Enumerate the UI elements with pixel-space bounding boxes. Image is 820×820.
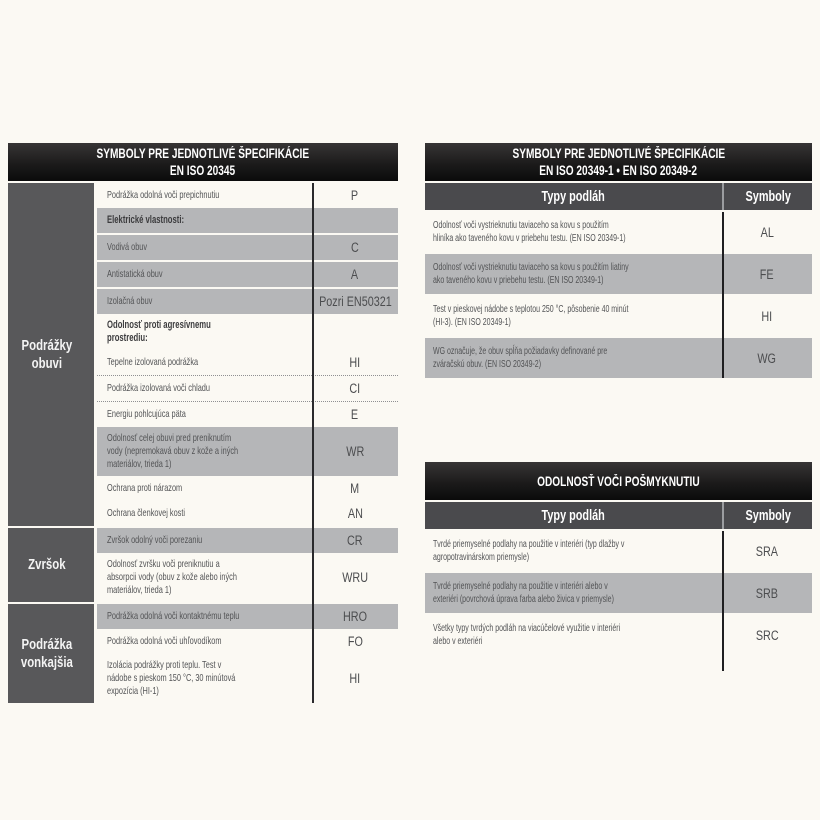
- table-row: [97, 350, 398, 376]
- table-row: [425, 613, 812, 655]
- spec-desc-cell: Antistatická obuv: [107, 268, 163, 280]
- spec-desc-cell: Podrážka odolná voči kontaktnému teplu: [107, 610, 240, 622]
- section-zvrsok: [8, 528, 398, 602]
- symbol-cell: SRB: [755, 585, 779, 601]
- table-slip-body: [425, 531, 812, 671]
- spec-desc-cell: Test v pieskovej nádobe s teplotou 250 °C, pôsobenie 40 minút (HI-3). (EN ISO 20349-1): [433, 304, 629, 328]
- column-header-types: Typy podláh: [541, 188, 606, 205]
- table-row: [97, 629, 398, 654]
- table-row: [97, 289, 398, 314]
- spec-desc-cell: Odolnosť voči vystrieknutiu taviaceho sa kovu s použitím liatiny ako taveného kovu v priebehu testu. (EN ISO 20349-1): [433, 262, 629, 286]
- symbol-cell: E: [351, 407, 359, 422]
- symbol-cell: CR: [347, 533, 363, 548]
- symbol-cell: [312, 314, 398, 350]
- table-row: [425, 531, 812, 571]
- table-row: [97, 501, 398, 526]
- column-header-symbols: Symboly: [722, 502, 812, 529]
- symbol-cell: HRO: [343, 609, 367, 624]
- table-title-line2: EN ISO 20345: [170, 163, 236, 178]
- spec-desc-cell: WG označuje, že obuv spĺňa požiadavky definované pre zváračskú obuv. (EN ISO 20349-2): [433, 346, 608, 370]
- symbol-cell: [312, 208, 398, 233]
- table-row: [97, 553, 398, 602]
- symbol-cell: AN: [347, 506, 363, 521]
- table-en-iso-20345-body: [8, 183, 398, 703]
- spec-desc-cell: Odolnosť celej obuvi pred preniknutím vody (nepremokavá obuv z kože a iných materiálov, trieda 1): [107, 432, 239, 470]
- spec-desc-cell: Odolnosť voči vystrieknutiu taviaceho sa kovu s použitím hliníka ako taveného kovu v priebehu testu. (EN ISO 20349-1): [433, 220, 626, 244]
- table-row: [97, 528, 398, 553]
- symbol-cell: HI: [349, 355, 361, 370]
- table-row: [97, 654, 398, 703]
- table-row: [425, 212, 812, 252]
- table-row: [97, 402, 398, 427]
- spec-desc-cell: Tvrdé priemyselné podlahy na použitie v interiéri alebo v exteriéri (povrchová úprava farba alebo živica v priemysle): [433, 581, 614, 605]
- symbol-cell: FE: [760, 266, 774, 282]
- table-row-group-header: [97, 208, 398, 235]
- symbol-cell: WRU: [342, 570, 368, 585]
- table-title-line2: EN ISO 20349-1 • EN ISO 20349-2: [539, 163, 698, 178]
- table-en-iso-20349-body: [425, 212, 812, 378]
- symbol-cell: FO: [347, 634, 363, 649]
- section-label: Podrážka vonkajšia: [8, 604, 94, 703]
- table-row-group-header: [97, 314, 398, 350]
- spec-desc-cell: Elektrické vlastnosti:: [107, 214, 185, 226]
- spec-desc-cell: Podrážka odolná voči uhľovodíkom: [107, 635, 222, 647]
- symbol-cell: SRA: [755, 543, 779, 559]
- tables-layout: [8, 143, 812, 703]
- spec-desc-cell: Izolačná obuv: [107, 295, 153, 307]
- table-row: [97, 476, 398, 501]
- table-en-iso-20349: [425, 143, 812, 378]
- table-row: [97, 604, 398, 629]
- table-row: [97, 262, 398, 289]
- column-header-symbols: Symboly: [722, 183, 812, 210]
- spec-desc-cell: Odolnosť proti agresívnemu prostrediu:: [107, 319, 211, 344]
- symbol-cell: AL: [760, 224, 774, 240]
- symbol-cell: SRC: [755, 627, 779, 643]
- table-row: [97, 376, 398, 402]
- table-title-line1: SYMBOLY PRE JEDNOTLIVÉ ŠPECIFIKÁCIE: [96, 146, 310, 161]
- symbol-cell: M: [350, 481, 360, 496]
- spec-desc-cell: Podrážka odolná voči prepichnutiu: [107, 189, 220, 201]
- spec-desc-cell: Izolácia podrážky proti teplu. Test v nádobe s pieskom 150 °C, 30 minútová expozícia (HI-1): [107, 659, 236, 697]
- symbol-cell: A: [351, 267, 359, 282]
- section-podrazka-vonkajsia: [8, 604, 398, 703]
- section-podrazky-obuvi: [8, 183, 398, 526]
- spec-desc-cell: Ochrana proti nárazom: [107, 482, 183, 494]
- table-title: ODOLNOSŤ VOČI POŠMYKNUTIU: [537, 473, 700, 489]
- spec-desc-cell: Tepelne izolovaná podrážka: [107, 356, 199, 368]
- table-row: [97, 183, 398, 208]
- spec-desc-cell: Všetky typy tvrdých podláh na viacúčelové využitie v interiéri alebo v exteriéri: [433, 623, 621, 647]
- table-slip-header: [425, 462, 812, 500]
- symbol-cell: HI: [761, 308, 773, 324]
- spec-desc-cell: Vodivá obuv: [107, 241, 148, 253]
- spec-desc-cell: Energiu pohlcujúca päta: [107, 408, 186, 420]
- table-slip-resistance: [425, 462, 812, 671]
- spec-desc-cell: Ochrana členkovej kosti: [107, 507, 186, 519]
- symbol-cell: C: [351, 240, 359, 255]
- section-label: Podrážky obuvi: [8, 183, 94, 526]
- symbol-cell: Pozri EN50321: [318, 294, 392, 309]
- table-row: [425, 336, 812, 378]
- table-row: [425, 294, 812, 336]
- table-row: [97, 427, 398, 476]
- table-en-iso-20349-header: [425, 143, 812, 181]
- table-en-iso-20345-header: [8, 143, 398, 181]
- table-en-iso-20345: [8, 143, 398, 703]
- right-column: [425, 143, 812, 703]
- table-row: [97, 235, 398, 262]
- symbol-cell: HI: [349, 671, 361, 686]
- section-label: Zvršok: [8, 528, 94, 602]
- column-header-row: [425, 183, 812, 210]
- symbol-cell: WR: [346, 444, 364, 459]
- column-header-types: Typy podláh: [541, 507, 606, 524]
- spec-desc-cell: Odolnosť zvršku voči preniknutiu a absorpcii vody (obuv z kože alebo iných materiálov, trieda 1): [107, 558, 237, 596]
- spec-desc-cell: Zvršok odolný voči porezaniu: [107, 534, 203, 546]
- spec-desc-cell: Tvrdé priemyselné podlahy na použitie v interiéri (typ dlažby v agropotravinárskom priemysle): [433, 539, 625, 563]
- table-title-line1: SYMBOLY PRE JEDNOTLIVÉ ŠPECIFIKÁCIE: [512, 146, 725, 161]
- symbol-cell: WG: [757, 350, 777, 366]
- spec-desc-cell: Podrážka izolovaná voči chladu: [107, 382, 210, 394]
- table-row: [425, 571, 812, 613]
- symbol-cell: CI: [349, 381, 361, 396]
- column-header-row: [425, 502, 812, 529]
- symbol-cell: P: [351, 188, 359, 203]
- table-row: [425, 252, 812, 294]
